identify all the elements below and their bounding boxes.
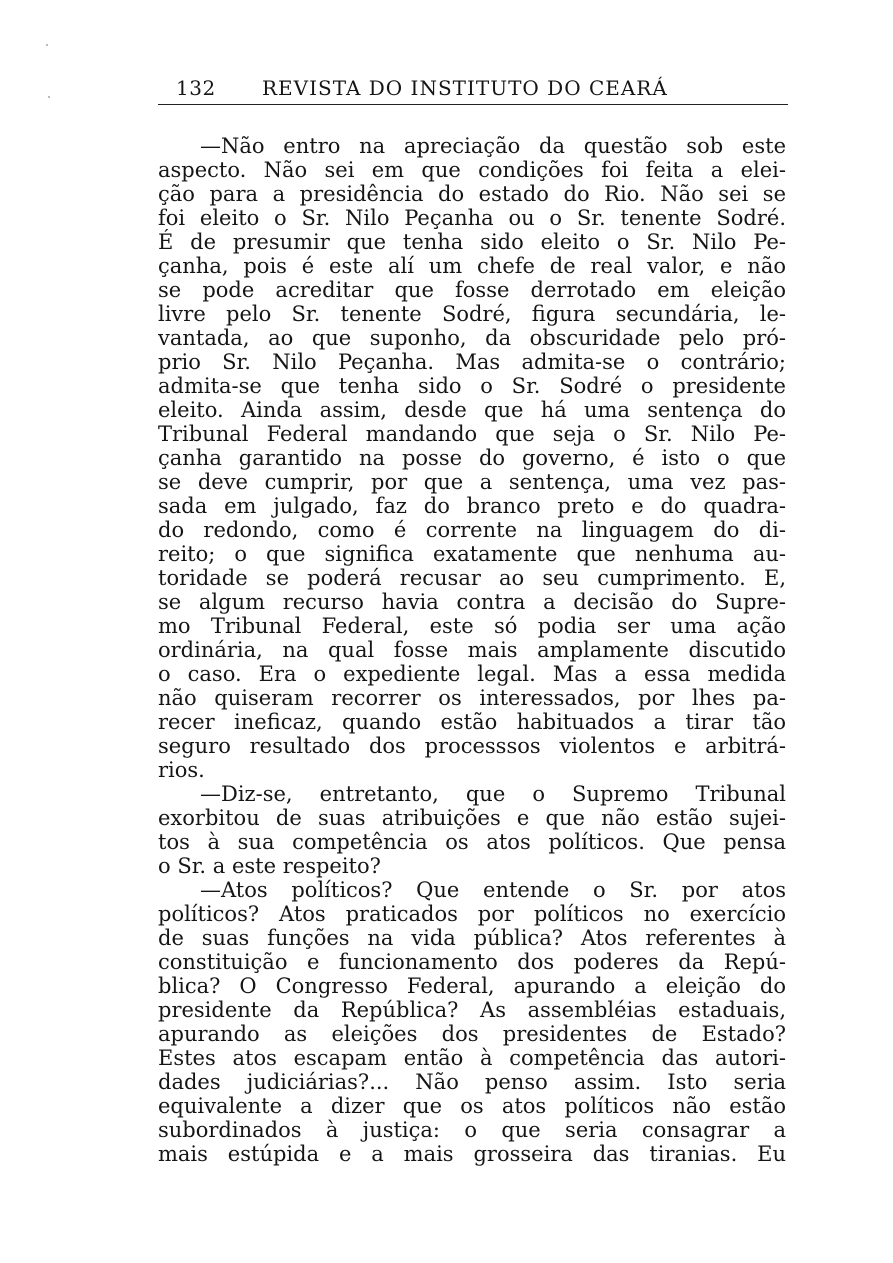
text-line: de suas funções na vida pública? Atos referentes à (158, 926, 786, 950)
text-line: çanha garantido na posse do governo, é isto o que (158, 446, 786, 470)
running-title: REVISTA DO INSTITUTO DO CEARÁ (262, 76, 668, 100)
text-line: tos à sua competência os atos políticos. Que pensa (158, 830, 786, 854)
text-line: se algum recurso havia contra a decisão do Supre- (158, 590, 786, 614)
text-line: se pode acreditar que fosse derrotado em eleição (158, 278, 786, 302)
text-line: do redondo, como é corrente na linguagem do di- (158, 518, 786, 542)
text-line: É de presumir que tenha sido eleito o Sr. Nilo Pe- (158, 230, 786, 254)
text-line: sada em julgado, faz do branco preto e do quadra- (158, 494, 786, 518)
text-line: çanha, pois é este alí um chefe de real valor, e não (158, 254, 786, 278)
text-line: ção para a presidência do estado do Rio. Não sei se (158, 182, 786, 206)
text-line: não quiseram recorrer os interessados, por lhes pa- (158, 686, 786, 710)
text-line: Tribunal Federal mandando que seja o Sr. Nilo Pe- (158, 422, 786, 446)
text-line: admita-se que tenha sido o Sr. Sodré o presidente (158, 374, 786, 398)
text-line: o caso. Era o expediente legal. Mas a essa medida (158, 662, 786, 686)
text-line: blica? O Congresso Federal, apurando a eleição do (158, 974, 786, 998)
text-line: aspecto. Não sei em que condições foi feita a elei- (158, 158, 786, 182)
text-line: recer ineficaz, quando estão habituados a tirar tão (158, 710, 786, 734)
text-line: mais estúpida e a mais grosseira das tiranias. Eu (158, 1142, 786, 1166)
margin-speck (48, 96, 50, 98)
text-line: exorbitou de suas atribuições e que não estão sujei- (158, 806, 786, 830)
text-line: vantada, ao que suponho, da obscuridade pelo pró- (158, 326, 786, 350)
text-line: —Atos políticos? Que entende o Sr. por atos (200, 878, 786, 902)
text-line: eleito. Ainda assim, desde que há uma sentença do (158, 398, 786, 422)
page-number: 132 (176, 76, 216, 100)
text-line: rios. (158, 758, 205, 782)
text-line: seguro resultado dos processsos violentos e arbitrá- (158, 734, 786, 758)
text-line: políticos? Atos praticados por políticos no exercício (158, 902, 786, 926)
text-line: Estes atos escapam então à competência das autori- (158, 1046, 786, 1070)
text-line: dades judiciárias?... Não penso assim. Isto seria (158, 1070, 786, 1094)
text-line: —Diz-se, entretanto, que o Supremo Tribunal (200, 782, 786, 806)
text-line: se deve cumprir, por que a sentença, uma vez pas- (158, 470, 786, 494)
body-text (158, 134, 786, 1166)
text-line: reito; o que significa exatamente que nenhuma au- (158, 542, 786, 566)
text-line: presidente da República? As assembléias estaduais, (158, 998, 786, 1022)
text-line: constituição e funcionamento dos poderes da Repú- (158, 950, 786, 974)
text-line: mo Tribunal Federal, este só podia ser uma ação (158, 614, 786, 638)
text-line: —Não entro na apreciação da questão sob este (200, 134, 786, 158)
text-line: apurando as eleições dos presidentes de Estado? (158, 1022, 786, 1046)
text-line: prio Sr. Nilo Peçanha. Mas admita-se o contrário; (158, 350, 786, 374)
text-line: ordinária, na qual fosse mais amplamente discutido (158, 638, 786, 662)
text-line: equivalente a dizer que os atos políticos não estão (158, 1094, 786, 1118)
text-line: livre pelo Sr. tenente Sodré, figura secundária, le- (158, 302, 786, 326)
margin-speck (46, 44, 48, 46)
text-line: foi eleito o Sr. Nilo Peçanha ou o Sr. tenente Sodré. (158, 206, 786, 230)
text-line: o Sr. a este respeito? (158, 854, 381, 878)
text-line: subordinados à justiça: o que seria consagrar a (158, 1118, 786, 1142)
text-line: toridade se poderá recusar ao seu cumprimento. E, (158, 566, 786, 590)
page-header (158, 74, 788, 105)
